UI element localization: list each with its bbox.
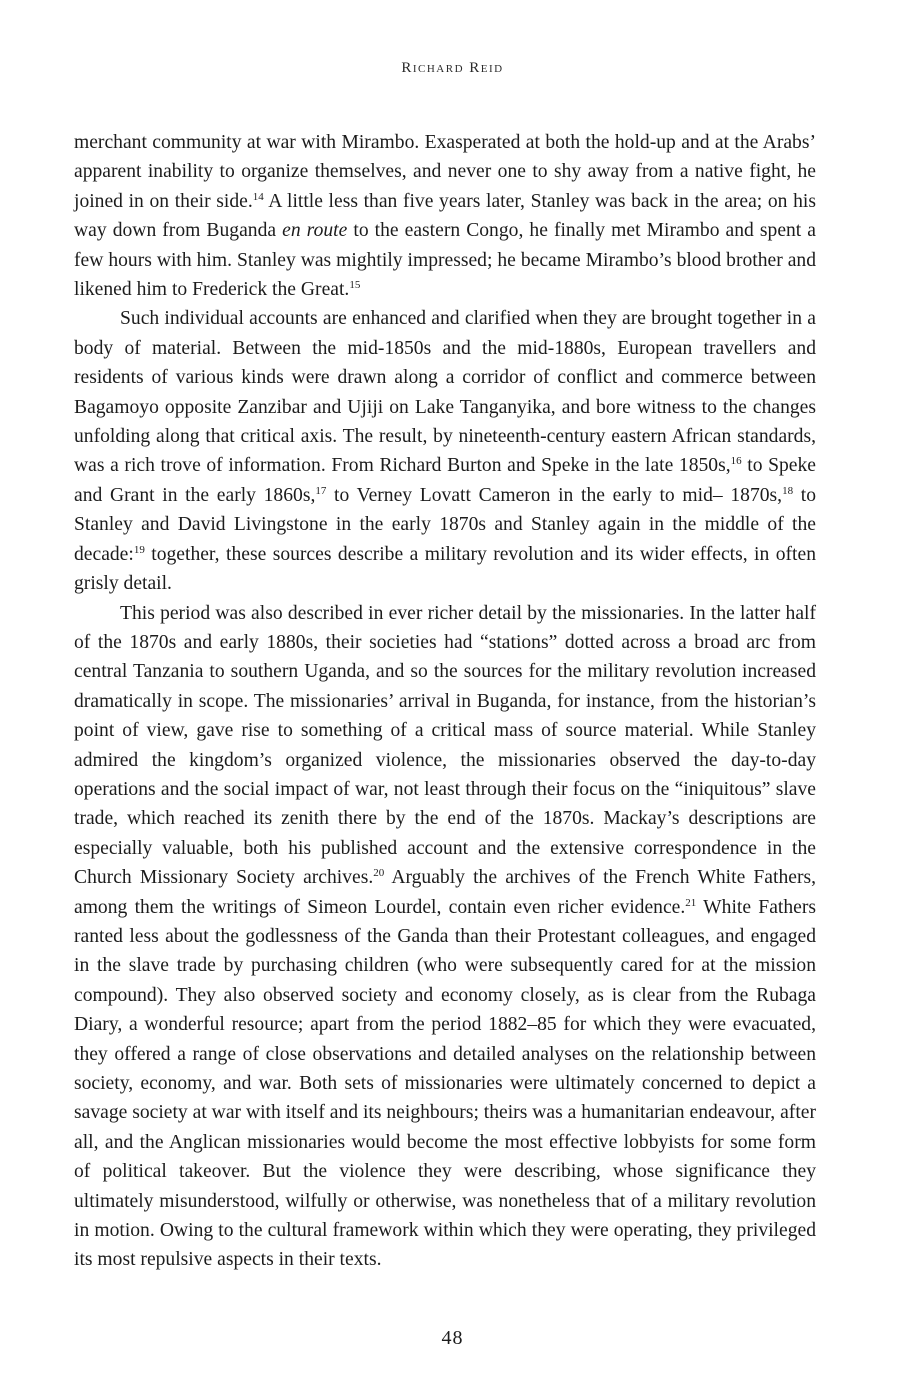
text-run: merchant community at war with Mirambo. Exasperated at both the hold-up and at the Arabs’ apparent inability to organize themselves, and never one to shy away from a native fight, he joined in on their side. [74,132,816,212]
italic-phrase: en route [282,220,348,242]
body-text [74,128,816,1275]
text-run: to Stanley and David Livingstone in the early 1870s and Stanley again in the middle of the decade: [74,484,816,565]
footnote-ref-14: 14 [252,190,264,203]
text-run: White Fathers ranted less about the godlessness of the Ganda than their Protestant colleagues, and engaged in the slave trade by purchasing children (who were subsequently cared for at the mission compound). They also observed society and economy closely, as is clear from the Rubaga Diary, a wonderful resource; apart from the period 1882–85 for which they were evacuated, they offered a range of close observations and detailed analyses on the relationship between society, economy, and war. Both sets of missionaries were ultimately concerned to depict a savage society at war with itself and its neighbours; theirs was a humanitarian endeavour, after all, and the Anglican missionaries would become the most effective lobbyists for some form of political takeover. But the violence they were describing, whose significance they ultimately misunderstood, wilfully or otherwise, was nonetheless that of a military revolution in motion. Owing to the cultural framework within which they were operating, they privileged its most repulsive aspects in their texts. [74,896,816,1271]
text-run: to the eastern Congo, he finally met Mirambo and spent a few hours with him. Stanley was mightily impressed; he became Mirambo’s blood brother and likened him to Frederick the Great. [74,220,816,301]
text-run: Such individual accounts are enhanced and clarified when they are brought together in a body of material. Between the mid-1850s and the mid-1880s, European travellers and residents of various kinds were drawn along a corridor of conflict and commerce between Bagamoyo opposite Zanzibar and Ujiji on Lake Tanganyika, and bore witness to the changes unfolding along that critical axis. The result, by nineteenth-century eastern African standards, was a rich trove of information. From Richard Burton and Speke in the late 1850s, [74,308,816,477]
footnote-ref-19: 19 [133,543,145,556]
paragraph-2 [74,304,816,598]
footnote-ref-16: 16 [730,455,742,468]
footnote-ref-15: 15 [349,279,361,292]
footnote-ref-18: 18 [782,484,794,497]
text-run: Arguably the archives of the French White Fathers, among them the writings of Simeon Lourdel, contain even richer evidence. [74,867,816,918]
text-run: This period was also described in ever richer detail by the missionaries. In the latter half of the 1870s and early 1880s, their societies had “stations” dotted across a broad arc from central Tanzania to southern Uganda, and so the sources for the military revolution increased dramatically in scope. The missionaries’ arrival in Buganda, for instance, from the historian’s point of view, gave rise to something of a critical mass of source material. While Stanley admired the kingdom’s organized violence, the missionaries observed the day-to-day operations and the social impact of war, not least through their focus on the “iniquitous” slave trade, which reached its zenith there by the end of the 1870s. Mackay’s descriptions are especially valuable, both his published account and the extensive correspondence in the Church Missionary Society archives. [74,602,816,889]
footnote-ref-20: 20 [373,867,385,880]
text-run: to Speke and Grant in the early 1860s, [74,455,816,506]
text-run: together, these sources describe a military revolution and its wider effects, in often grisly detail. [74,543,816,595]
page-number: 48 [441,1327,464,1349]
footnote-ref-17: 17 [315,484,327,497]
running-head: Richard Reid [401,60,504,76]
text-run: to Verney Lovatt Cameron in the early to mid– 1870s, [326,484,783,506]
paragraph-1 [74,128,816,304]
paragraph-3 [74,599,816,1275]
text-run: A little less than five years later, Stanley was back in the area; on his way down from Buganda [74,190,816,242]
footnote-ref-21: 21 [685,896,697,909]
